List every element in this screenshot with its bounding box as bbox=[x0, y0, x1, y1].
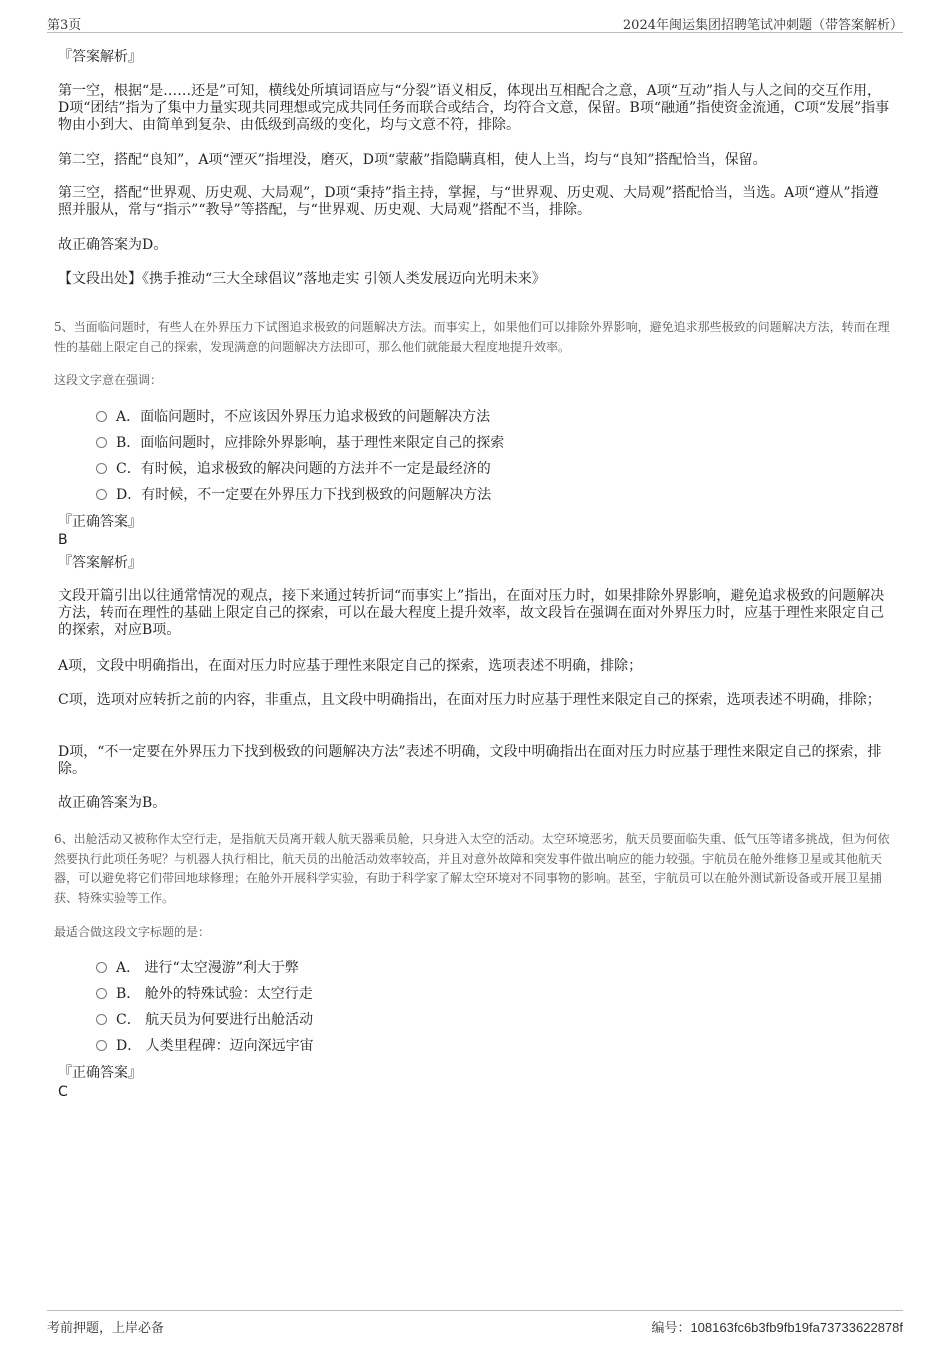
page-footer bbox=[47, 1310, 903, 1335]
radio-button[interactable] bbox=[96, 1014, 107, 1025]
q6-prompt: 最适合做这段文字标题的是： bbox=[54, 925, 211, 939]
radio-button[interactable] bbox=[96, 463, 107, 474]
q4-analysis-paragraph-3: 第三空，搭配“世界观、历史观、大局观”，D项“秉持”指主持，掌握，与“世界观、历史观、大局观”搭配恰当，当选。A项“遵从”指遵照并服从，常与“指示”“教导”等搭配，与“世界观、历史观、大局观”搭配不当，排除。 bbox=[58, 185, 879, 218]
q5-analysis-paragraph-3: C项，选项对应转折之前的内容，非重点，且文段中明确指出，在面对压力时应基于理性来限定自己的探索，选项表述不明确，排除； bbox=[58, 692, 881, 708]
q5-question: 5、当面临问题时，有些人在外界压力下试图追求极致的问题解决方法。而事实上，如果他们可以排除外界影响，避免追求那些极致的问题解决方法，转而在理性的基础上限定自己的探索，发现满意的问题解决方法即可，那么他们就能最大程度地提升效率。 bbox=[54, 320, 890, 354]
q6-answer: C bbox=[58, 1084, 68, 1100]
q6-option-b[interactable] bbox=[96, 985, 313, 1003]
radio-button[interactable] bbox=[96, 437, 107, 448]
q4-analysis-label: 『答案解析』 bbox=[58, 49, 142, 65]
document-title: 2024年闽运集团招聘笔试冲刺题（带答案解析） bbox=[622, 18, 903, 33]
q4-analysis-paragraph-1: 第一空，根据“是……还是”可知，横线处所填词语应与“分裂”语义相反，体现出互相配合之意，A项“互动”指人与人之间的交互作用，D项“团结”指为了集中力量实现共同理想或完成共同任务而联合或结合，均符合文意，保留。B项“融通”指使资金流通，C项“发展”指事物由小到大、由简单到复杂、由低级到高级的变化，均与文意不符，排除。 bbox=[58, 83, 890, 133]
option-label: A．面临问题时，不应该因外界压力追求极致的问题解决方法 bbox=[116, 409, 491, 425]
q5-answer-label: 『正确答案』 bbox=[58, 514, 142, 530]
radio-button[interactable] bbox=[96, 411, 107, 422]
footer-slogan: 考前押题，上岸必备 bbox=[47, 1321, 165, 1336]
option-label: C． 航天员为何要进行出舱活动 bbox=[116, 1012, 314, 1028]
q5-prompt: 这段文字意在强调： bbox=[54, 373, 163, 387]
q6-option-a[interactable] bbox=[96, 959, 299, 977]
q5-answer: B bbox=[58, 532, 68, 548]
option-label: A． 进行“太空漫游”利大于弊 bbox=[116, 960, 299, 976]
q5-analysis-paragraph-1: 文段开篇引出以往通常情况的观点，接下来通过转折词“而事实上”指出，在面对压力时，如果排除外界影响，避免追求极致的问题解决方法，转而在理性的基础上限定自己的探索，可以在最大程度上提升效率，故文段旨在强调在面对外界压力时，应基于理性来限定自己的探索，对应B项。 bbox=[58, 588, 885, 638]
q5-option-a[interactable] bbox=[96, 408, 490, 426]
option-label: D．有时候，不一定要在外界压力下找到极致的问题解决方法 bbox=[116, 487, 492, 503]
q6-question: 6、出舱活动又被称作太空行走，是指航天员离开载人航天器乘员舱，只身进入太空的活动。太空环境恶劣，航天员要面临失重、低气压等诸多挑战，但为何依然要执行此项任务呢？与机器人执行相比，航天员的出舱活动效率较高，并且对意外故障和突发事件做出响应的能力较强。宇航员在舱外维修卫星或其他航天器，可以避免将它们带回地球修理；在舱外开展科学实验，有助于科学家了解太空环境对不同事物的影响。甚至，宇航员可以在舱外测试新设备或开展卫星捕获、特殊实验等工作。 bbox=[54, 832, 890, 905]
option-label: B．面临问题时，应排除外界影响，基于理性来限定自己的探索 bbox=[116, 435, 505, 451]
q5-option-d[interactable] bbox=[96, 486, 491, 504]
q5-option-c[interactable] bbox=[96, 460, 491, 478]
q4-analysis-paragraph-2: 第二空，搭配“良知”，A项“湮灭”指埋没，磨灭，D项“蒙蔽”指隐瞒真相，使人上当，均与“良知”搭配恰当，保留。 bbox=[58, 152, 767, 168]
q4-conclusion: 故正确答案为D。 bbox=[58, 237, 168, 253]
q5-conclusion: 故正确答案为B。 bbox=[58, 795, 167, 811]
option-label: C．有时候，追求极致的解决问题的方法并不一定是最经济的 bbox=[116, 461, 491, 477]
q5-analysis-paragraph-2: A项，文段中明确指出，在面对压力时应基于理性来限定自己的探索，选项表述不明确，排除； bbox=[58, 658, 643, 674]
q6-option-d[interactable] bbox=[96, 1037, 314, 1055]
q6-option-c[interactable] bbox=[96, 1011, 313, 1029]
radio-button[interactable] bbox=[96, 988, 107, 999]
page-header bbox=[47, 12, 903, 33]
radio-button[interactable] bbox=[96, 1040, 107, 1051]
option-label: D． 人类里程碑：迈向深远宇宙 bbox=[116, 1038, 314, 1054]
document-id: 编号：108163fc6b3fb9fb19fa73733622878f bbox=[651, 1320, 903, 1335]
page-number: 第3页 bbox=[47, 18, 82, 33]
radio-button[interactable] bbox=[96, 489, 107, 500]
q4-source: 【文段出处】《携手推动“三大全球倡议”落地走实 引领人类发展迈向光明未来》 bbox=[58, 271, 546, 287]
q5-analysis-label: 『答案解析』 bbox=[58, 555, 142, 571]
q5-option-b[interactable] bbox=[96, 434, 504, 452]
option-label: B． 舱外的特殊试验：太空行走 bbox=[116, 986, 313, 1002]
q5-analysis-paragraph-4: D项，“不一定要在外界压力下找到极致的问题解决方法”表述不明确，文段中明确指出在面对压力时应基于理性来限定自己的探索，排除。 bbox=[58, 744, 882, 777]
radio-button[interactable] bbox=[96, 962, 107, 973]
q6-answer-label: 『正确答案』 bbox=[58, 1065, 142, 1081]
